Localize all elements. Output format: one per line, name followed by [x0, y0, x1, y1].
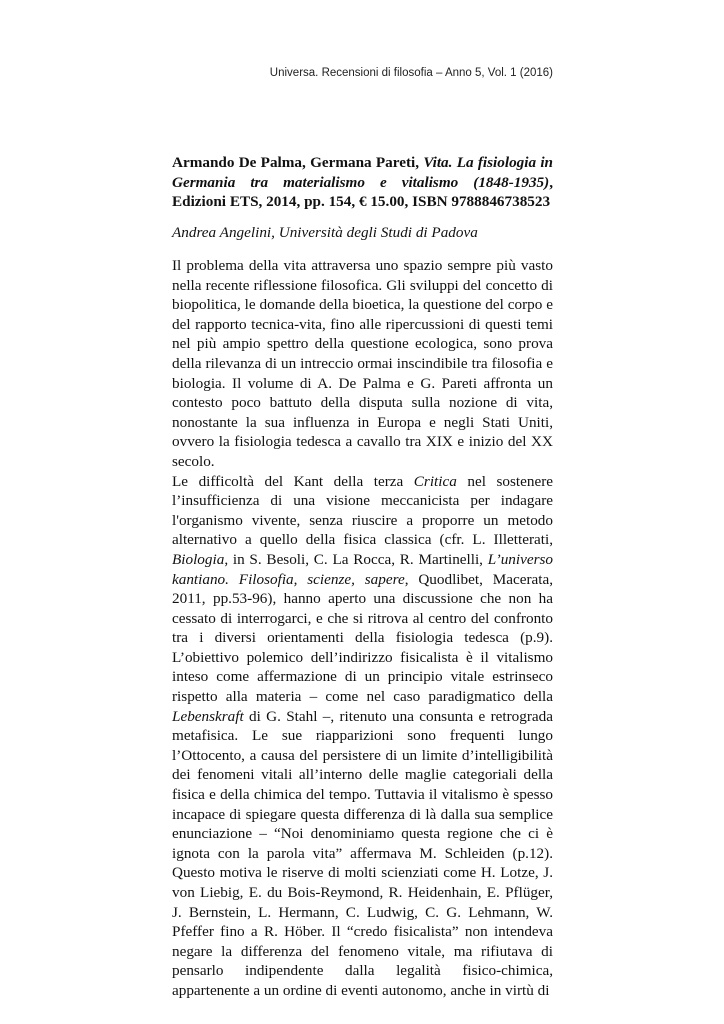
- italic-lebenskraft: Lebenskraft: [172, 707, 244, 725]
- italic-book-title: L’universo kantiano. Filosofia, scienze, sapere: [172, 550, 553, 588]
- review-body: [172, 256, 553, 1001]
- text-span: , in S. Besoli, C. La Rocca, R. Martinelli,: [224, 550, 488, 568]
- book-authors: Armando De Palma, Germana Pareti,: [172, 154, 420, 171]
- text-span: di G. Stahl –, ritenuto una consunta e retrograda metafisica. Le sue riapparizioni sono frequenti lungo l’Ottocento, a causa del persistere di un limite d’intelligibilità dei fenomeni vitali all’interno delle maglie categoriali della fisica e della chimica del tempo. Tuttavia il vitalismo è spesso incapace di spiegare questa differenza di là dalla sua semplice enunciazione – “Noi denominiamo questa regione che ci è ignota con la parola vita” affermava M. Schleiden (p.12). Questo motiva le riserve di molti scienziati come H. Lotze, J. von Liebig, E. du Bois-Reymond, R. Heidenhain, E. Pflüger, J. Bernstein, L. Hermann, C. Ludwig, C. G. Lehmann, W. Pfeffer fino a R. Höber. Il “credo fisicalista” non intendeva negare la differenza del fenomeno vitale, ma rifiutava di pensarlo indipendente dalla legalità fisico-chimica, appartenente a un ordine di eventi autonomo, anche in virtù di: [172, 707, 553, 999]
- italic-critica: Critica: [413, 472, 457, 490]
- publication-info: , Edizioni ETS, 2014, pp. 154, € 15.00, ISBN 9788846738523: [172, 173, 553, 211]
- italic-biologia: Biologia: [172, 550, 225, 568]
- text-span: nel sostenere l’insufficienza di una visione meccanicista per indagare l'organismo vivente, senza riuscire a proporre un metodo alternativo a quello della fisica classica (cfr. L. Illetterati,: [172, 472, 554, 549]
- running-head: Universa. Recensioni di filosofia – Anno 5, Vol. 1 (2016): [269, 67, 553, 79]
- paragraph-2: [172, 472, 553, 1001]
- book-title: Vita. La fisiologia in Germania tra materialismo e vitalismo (1848-1935): [172, 154, 553, 191]
- review-heading: [172, 153, 553, 212]
- text-span: Le difficoltà del Kant della terza: [172, 472, 414, 490]
- text-span: , Quodlibet, Macerata, 2011, pp.53-96), hanno aperto una discussione che non ha cessato di interrogarci, e che si ritrova al centro del confronto tra i diversi orientamenti della fisiologia tedesca (p.9). L’obiettivo polemico dell’indirizzo fisicalista è il vitalismo inteso come affermazione di un principio vitale estrinseco rispetto alla materia – come nel caso paradigmatico della: [172, 570, 554, 706]
- paragraph-1: Il problema della vita attraversa uno spazio sempre più vasto nella recente riflessione filosofica. Gli sviluppi del concetto di biopolitica, le domande della bioetica, la questione del corpo e del rapporto tecnica-vita, fino alle ripercussioni di questi temi nel più ampio spettro della questione ecologica, sono prova della rilevanza di un intreccio ormai inscindibile tra filosofia e biologia. Il volume di A. De Palma e G. Pareti affronta un contesto poco battuto della disputa sulla nozione di vita, nonostante la sua influenza in Europa e negli Stati Uniti, ovvero la fisiologia tedesca a cavallo tra XIX e inizio del XX secolo.: [172, 257, 553, 470]
- reviewer-byline: Andrea Angelini, Università degli Studi di Padova: [172, 224, 478, 241]
